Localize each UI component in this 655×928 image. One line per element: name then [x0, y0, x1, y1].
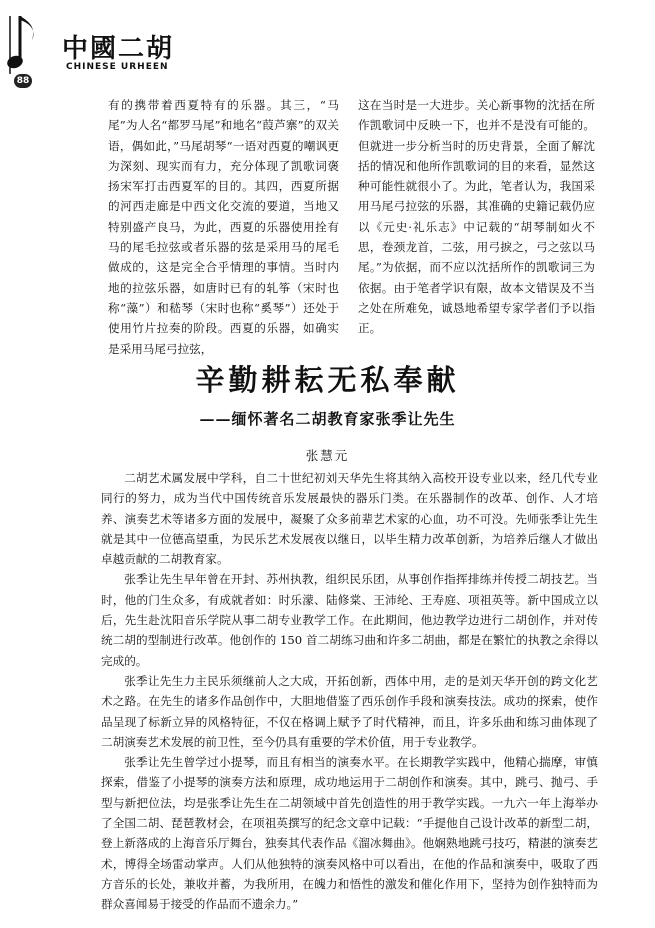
- body-paragraph: 张季让先生力主民乐须继前人之大成，开拓创新，西体中用，走的是刘天华开创的跨文化艺术之路。在先生的诸多作品创作中，大胆地借鉴了西乐创作手段和演奏技法。成功的探索，使作品呈现了标新立异的风格特征，不仅在格调上赋予了时代精神，而且，许多乐曲和练习曲体现了二胡演奏艺术发展的前卫性，至今仍具有重要的学术价值，用于专业教学。: [101, 673, 598, 749]
- article-title: 辛勤耕耘无私奉献: [195, 363, 460, 397]
- article-subtitle: ——缅怀著名二胡教育家张季让先生: [199, 410, 456, 428]
- magazine-title-en: CHINESE URHEEN: [66, 62, 169, 72]
- left-column-text: 有的携带着西夏特有的乐器。其三，“马尾”为人名“都罗马尾”和地名“葭芦寨”的双关语，偶如此，”马尾胡琴“一语对西夏的嘲讽更为深刻、现实而有力，充分体现了凯歌词褒扬宋军打击西夏军的目的。其四，西夏所据的河西走廊是中西文化交流的要道，当地又特别盛产良马，为此，西夏的乐器使用拴有马的尾毛拉弦或者乐器的弦是采用马的尾毛做成的，这是完全合乎情理的事情。当时内地的拉弦乐器，如唐时已有的轧筝（宋时也称“藻”）和嵇琴（宋时也称“奚琴”）还处于使用竹片拉奏的阶段。西夏的乐器，如确实是采用马尾弓拉弦，: [108, 98, 339, 356]
- right-column: [358, 95, 595, 339]
- left-column: [108, 95, 339, 359]
- body-paragraph: 张季让先生曾学过小提琴，而且有相当的演奏水平。在长期教学实践中，他精心揣摩，审慎探索，借鉴了小提琴的演奏方法和原理，成功地运用于二胡创作和演奏。其中，跳弓、抛弓、手型与新把位法，均是张季让先生在二胡领域中首先创造性的用于教学实践。一九六一年上海举办了全国二胡、琵琶教材会，在项祖英撰写的纪念文章中记载：“手提他自己设计改革的新型二胡，登上新落成的上海音乐厅舞台，独奏其代表作品《溜冰舞曲》。他娴熟地跳弓技巧，精湛的演奏艺术，博得全场雷动掌声。人们从他独特的演奏风格中可以看出，在他的作品和演奏中，吸取了西方音乐的长处，兼收并蓄，为我所用，在魄力和悟性的激发和催化作用下，坚持为创作独特而为群众喜闻易于接受的作品而不遗余力。”: [101, 755, 598, 912]
- right-column-text: 这在当时是一大进步。关心新事物的沈括在所作凯歌词中反映一下，也并不是没有可能的。但就进一步分析当时的历史背景，全面了解沈括的情况和他所作凯歌词的目的来看，显然这种可能性就很小了。为此，笔者认为，我国采用马尾弓拉弦的乐器，其准确的史籍记载仍应以《元史·礼乐志》中记载的“胡琴制如火不思，卷颈龙首，二弦，用弓捩之，弓之弦以马尾。”为依据，而不应以沈括所作的凯歌词三为依据。由于笔者学识有限，故本文错误及不当之处在所难免，诚恳地希望专家学者们予以指正。: [358, 98, 595, 336]
- page-number: 88: [14, 74, 32, 88]
- musical-note-icon: [6, 10, 54, 80]
- body-paragraph: 二胡艺术属发展中学科，自二十世纪初刘天华先生将其纳入高校开设专业以来，经几代专业同行的努力，成为当代中国传统音乐发展最快的器乐门类。在乐器制作的改革、创作、人才培养、演奏艺术等诸多方面的发展中，凝聚了众多前辈艺术家的心血，功不可没。先师张季让先生就是其中一位德高望重，为民乐艺术发展夜以继日，以毕生精力改革创新，为培养后继人才做出卓越贡献的二胡教育家。: [101, 471, 598, 567]
- article-body: [101, 468, 598, 915]
- magazine-title-cn: 中國二胡: [62, 34, 175, 64]
- page-header: [0, 0, 655, 95]
- body-paragraph: 张季让先生早年曾在开封、苏州执教，组织民乐团，从事创作指挥排练并传授二胡技艺。当时，他的门生众多，有成就者如：时乐濛、陆修棠、王沛纶、王寿庭、项祖英等。新中国成立以后，先生赴沈阳音乐学院从事二胡专业教学工作。在此期间，他边教学边进行二胡创作，并对传统二胡的型制进行改革。他创作的 150 首二胡练习曲和许多二胡曲，都是在繁忙的执教之余得以完成的。: [101, 572, 598, 668]
- article-author: 张慧元: [305, 448, 350, 463]
